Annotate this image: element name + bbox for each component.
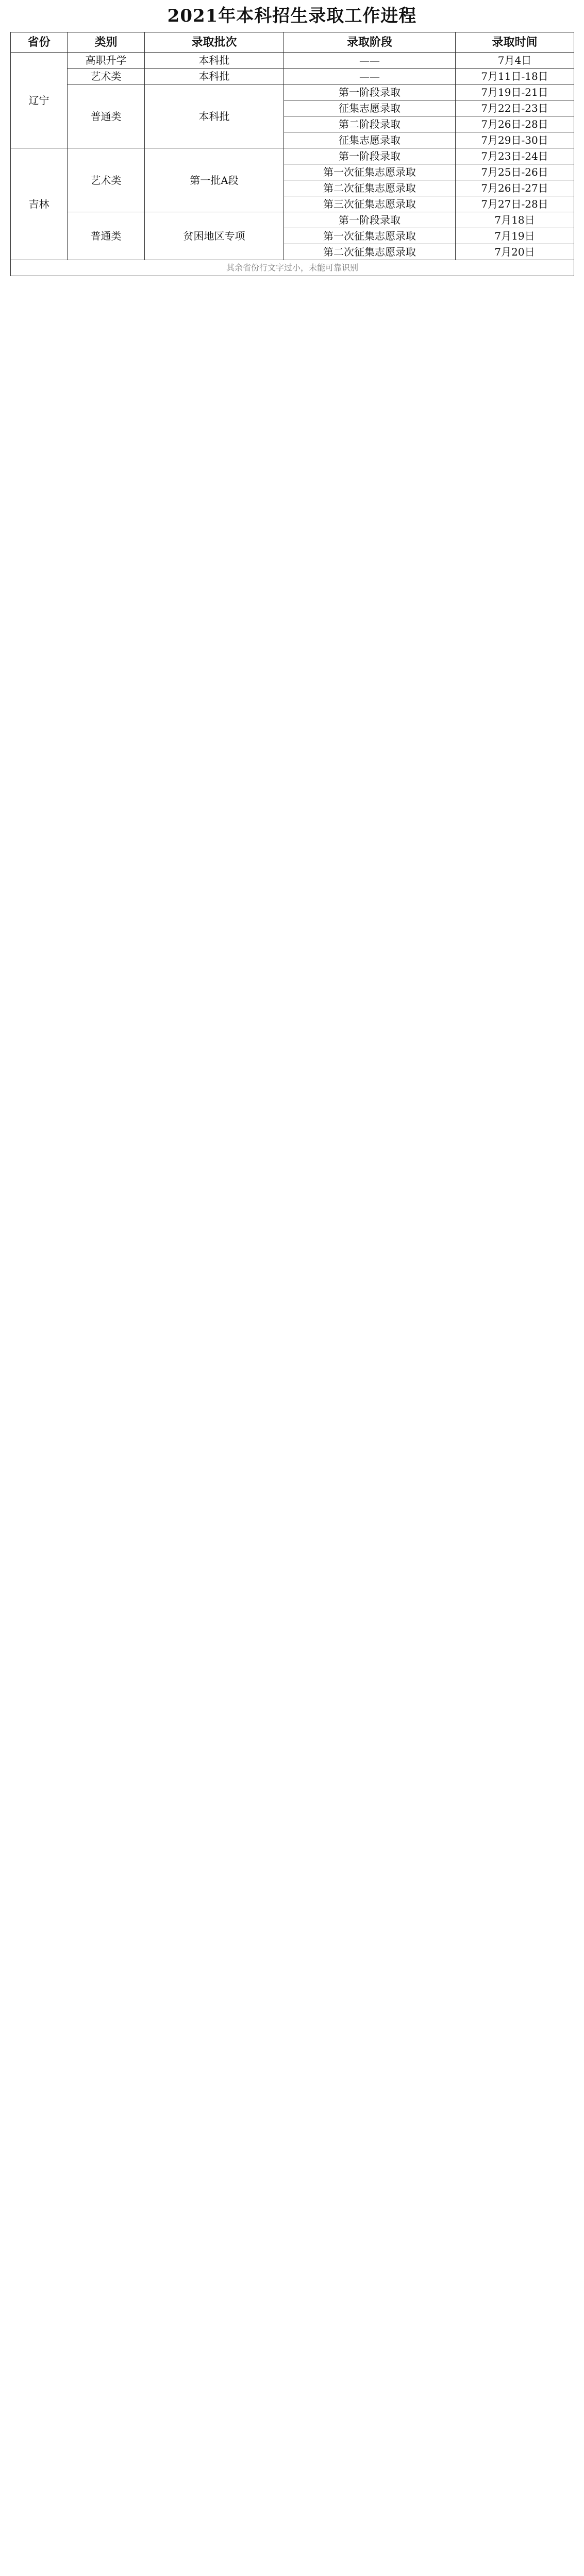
province-cell: 辽宁 [11, 53, 68, 148]
time-cell: 7月19日 [456, 228, 574, 244]
batch-cell: 第一批A段 [145, 148, 284, 212]
province-cell: 吉林 [11, 148, 68, 260]
time-cell: 7月11日-18日 [456, 69, 574, 84]
stage-cell: 征集志愿录取 [284, 100, 456, 116]
table-row [11, 212, 574, 228]
category-cell: 艺术类 [68, 148, 145, 212]
time-cell: 7月26日-27日 [456, 180, 574, 196]
time-cell: 7月26日-28日 [456, 116, 574, 132]
category-cell: 高职升学 [68, 53, 145, 69]
stage-cell: 第二次征集志愿录取 [284, 180, 456, 196]
stage-cell: 第一次征集志愿录取 [284, 164, 456, 180]
stage-cell: 第三次征集志愿录取 [284, 196, 456, 212]
time-cell: 7月19日-21日 [456, 84, 574, 100]
page-title: 2021年本科招生录取工作进程 [167, 6, 417, 26]
batch-cell: 本科批 [145, 53, 284, 69]
table-row [11, 148, 574, 164]
time-cell: 7月4日 [456, 53, 574, 69]
header-batch: 录取批次 [145, 32, 284, 53]
table-row [11, 84, 574, 100]
stage-cell: 第一阶段录取 [284, 84, 456, 100]
stage-cell: —— [284, 69, 456, 84]
time-cell: 7月18日 [456, 212, 574, 228]
stage-cell: 第二阶段录取 [284, 116, 456, 132]
time-cell: 7月20日 [456, 244, 574, 260]
category-cell: 普通类 [68, 212, 145, 260]
stage-cell: 第一阶段录取 [284, 148, 456, 164]
table-row [11, 53, 574, 69]
time-cell: 7月25日-26日 [456, 164, 574, 180]
untranscribed-rows-note: 其余省份行文字过小，未能可靠识别 [11, 260, 574, 276]
stage-cell: —— [284, 53, 456, 69]
category-cell: 艺术类 [68, 69, 145, 84]
admission-schedule-table [10, 32, 574, 276]
time-cell: 7月23日-24日 [456, 148, 574, 164]
header-stage: 录取阶段 [284, 32, 456, 53]
stage-cell: 征集志愿录取 [284, 132, 456, 148]
time-cell: 7月27日-28日 [456, 196, 574, 212]
batch-cell: 本科批 [145, 69, 284, 84]
stage-cell: 第二次征集志愿录取 [284, 244, 456, 260]
table-header-row [11, 32, 574, 53]
stage-cell: 第一阶段录取 [284, 212, 456, 228]
table-row [11, 69, 574, 84]
stage-cell: 第一次征集志愿录取 [284, 228, 456, 244]
category-cell: 普通类 [68, 84, 145, 148]
time-cell: 7月22日-23日 [456, 100, 574, 116]
table-row [11, 260, 574, 276]
time-cell: 7月29日-30日 [456, 132, 574, 148]
batch-cell: 本科批 [145, 84, 284, 148]
header-category: 类别 [68, 32, 145, 53]
batch-cell: 贫困地区专项 [145, 212, 284, 260]
header-province: 省份 [11, 32, 68, 53]
header-time: 录取时间 [456, 32, 574, 53]
